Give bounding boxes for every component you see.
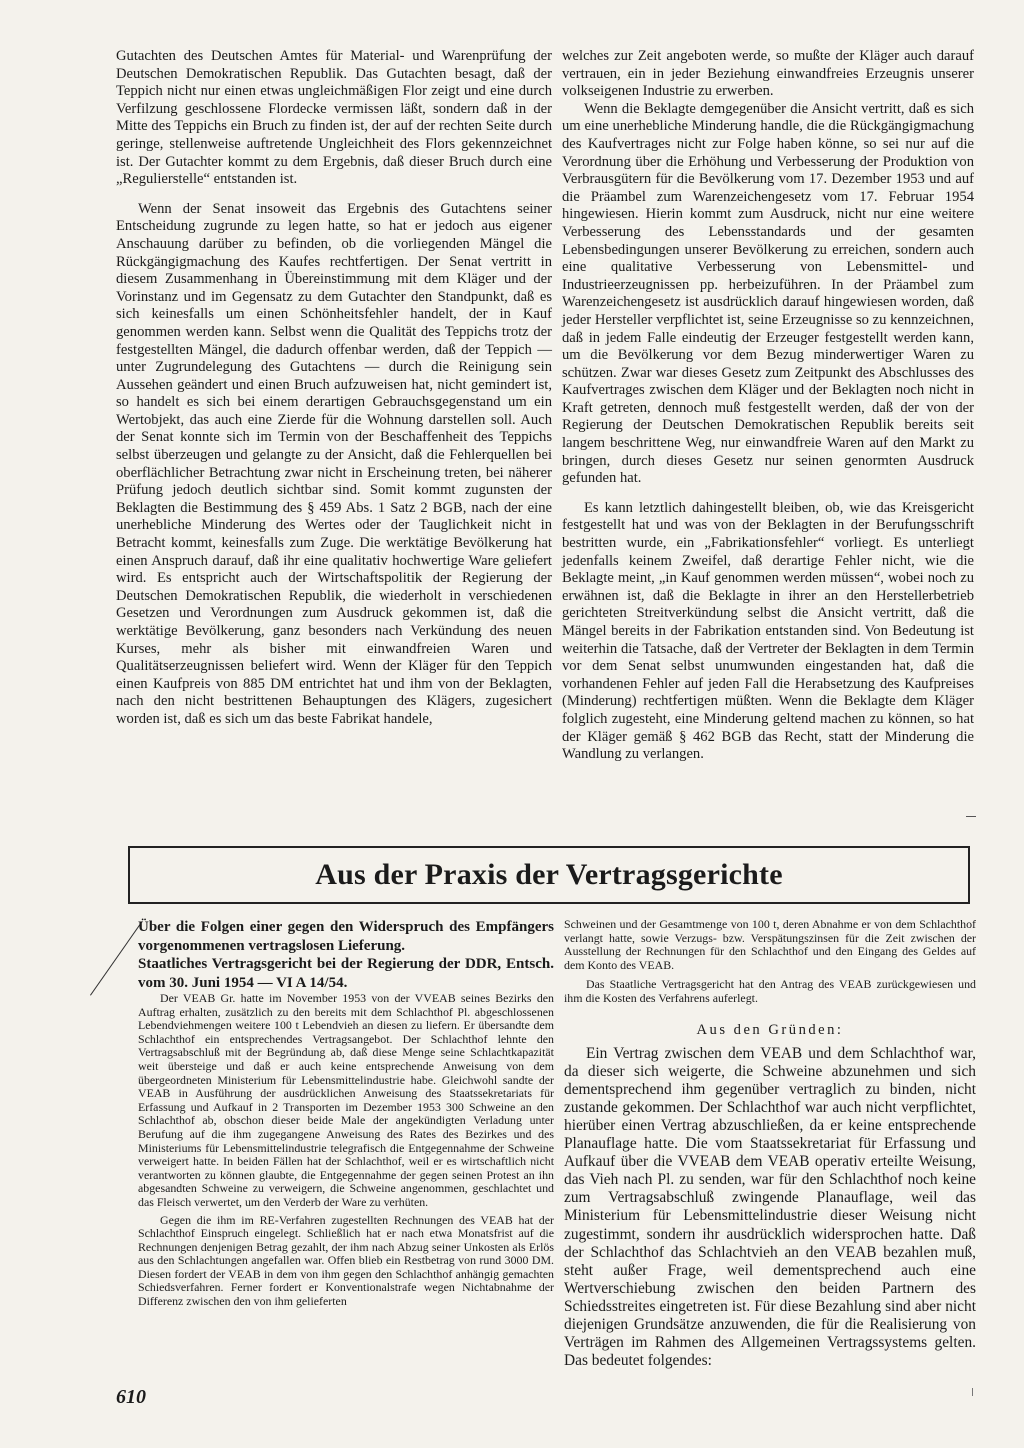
case-citation: Staatliches Vertragsgericht bei der Regierung der DDR, Entsch. vom 30. Juni 1954 — VI A 14/54. — [138, 956, 554, 991]
case-summary — [138, 992, 554, 1309]
paragraph: Das Staatliche Vertragsgericht hat den Antrag des VEAB zurückgewiesen und ihm die Kosten des Verfahrens auferlegt. — [564, 977, 976, 1005]
bottom-right-column — [564, 918, 976, 1370]
column-end-rule — [966, 816, 976, 817]
paragraph: welches zur Zeit angeboten werde, so mußte der Kläger auch darauf vertrauen, ein in jeder Beziehung einwandfreies Erzeugnis unserer volkseigenen Industrie zu erwerben. — [562, 48, 974, 100]
case-headline: Über die Folgen einer gegen den Widerspruch des Empfängers vorgenommenen vertragslosen Lieferung. — [138, 919, 554, 954]
bottom-left-column — [138, 918, 554, 1309]
section-banner — [128, 846, 970, 904]
paragraph: Schweinen und der Gesamtmenge von 100 t, deren Abnahme er von dem Schlachthof verlangt hatte, sowie Verzugs- bzw. Verspätungszinsen für die Zeit zwischen der Ausstellung der Rechnungen für den Schlachthof und den Eingang des Geldes auf dem Konto des VEAB. — [564, 917, 976, 972]
section-title: Aus der Praxis der Vertragsgerichte — [315, 858, 783, 891]
reasons-heading: Aus den Gründen: — [696, 1021, 844, 1038]
paragraph: Wenn der Senat insoweit das Ergebnis des Gutachtens seiner Entscheidung zugrunde zu legen hatte, so hat er jedoch aus eigener Anschauung darüber zu befinden, ob die vorliegenden Mängel die Rückgängigmachung des Kaufes rechtfertigen. Der Senat vertritt in diesem Zusammenhang in Übereinstimmung mit dem Kläger und der Vorinstanz und im Gegensatz zu dem Gutachter den Standpunkt, daß es sich keinesfalls um einen Schönheitsfehler handelt, der in Kauf genommen werden kann. Selbst wenn die Qualität des Teppichs trotz der festgestellten Mängel, die dadurch offenbar werden, daß der Teppich — unter Zugrundelegung des Gutachtens — durch die Reinigung sein Aussehen geändert und einen Bruch aufzuweisen hat, nicht gemindert ist, so handelt es sich bei einem derartigen Gebrauchsgegenstand um ein Wertobjekt, das auch eine Zierde für die Wohnung darstellen soll. Auch der Senat konnte sich im Termin von der Beschaffenheit des Teppichs selbst überzeugen und gelangte zu der Ansicht, daß die Fehlerquellen bei oberflächlicher Betrachtung zwar nicht in Erscheinung treten, bei näherer Prüfung jedoch deutlich sichtbar sind. Somit kommt zugunsten der Beklagten die Bestimmung des § 459 Abs. 1 Satz 2 BGB, nach der eine unerhebliche Minderung des Wertes oder der Tauglichkeit nicht in Betracht kommt, keinesfalls zum Zuge. Die werktätige Bevölkerung hat einen Anspruch darauf, daß ihr eine qualitativ hochwertige Ware geliefert wird. Es entspricht auch der Wirtschaftspolitik der Regierung der Deutschen Demokratischen Republik, die wiederholt in verschiedenen Gesetzen und Verordnungen zum Ausdruck gekommen ist, daß die werktätige Bevölkerung, ganz besonders nach Verkündung des neuen Kurses, mehr als bisher mit einwandfreien Waren und Qualitätserzeugnissen beliefert wird. Wenn der Kläger für den Teppich einen Kaufpreis von 885 DM entrichtet hat und ihm von der Beklagten, nach den nicht bestrittenen Behauptungen des Klägers, zugesichert worden ist, daß es sich um das beste Fabrikat handele, — [116, 200, 552, 727]
case-summary-continued — [564, 918, 976, 1006]
paragraph: Gegen die ihm im RE-Verfahren zugestellten Rechnungen des VEAB hat der Schlachthof Einspruch eingelegt. Schließlich hat er nach etwa Monatsfrist auf die Rechnungen denjenigen Betrag gezahlt, der ihm nach Abzug seiner Unkosten als Erlös aus den Schlachtungen angefallen war. Offen blieb ein Restbetrag von rund 3000 DM. Diesen fordert der VEAB in dem von ihm gegen den Schlachthof anhängig gemachten Schiedsverfahren. Ferner fordert er Konventionalstrafe wegen Nichtabnahme der Differenz zwischen den von ihm gelieferten — [138, 1212, 554, 1309]
paragraph: Wenn die Beklagte demgegenüber die Ansicht vertritt, daß es sich um eine unerhebliche Minderung handle, die die Rückgängigmachung des Kaufvertrages nicht zur Folge haben könne, so sei nur auf die Verordnung über die Erhöhung und Verbesserung der Produktion von Verbrausgütern für die Bevölkerung vom 17. Dezember 1953 und auf die Präambel zum Warenzeichengesetz vom 17. Februar 1954 hingewiesen. Hierin kommt zum Ausdruck, nicht nur eine weitere Verbesserung des Lebensstandards und der gesamten Lebensbedingungen unserer Bevölkerung zu erreichen, sondern auch eine qualitative Verbesserung von Lebensmittel- und Industrieerzeugnissen pp. herbeizuführen. In der Präambel zum Warenzeichengesetz ist ausdrücklich darauf hingewiesen worden, daß jeder Hersteller verpflichtet ist, seine Erzeugnisse so zu kennzeichnen, daß in jedem Falle eindeutig der Erzeuger festgestellt werden kann, um die Bevölkerung vor dem Bezug minderwertiger Waren zu schützen. Zwar war dieses Gesetz zum Zeitpunkt des Abschlusses des Kaufvertrages zwischen dem Kläger und der Beklagten noch nicht in Kraft getreten, dennoch muß festgestellt werden, daß der von der Regierung der Deutschen Demokratischen Republik bereits seit langem beschrittene Weg, nur einwandfreie Waren auf den Markt zu bringen, durch dieses Gesetz nur seinen genormten Ausdruck gefunden hat. — [562, 100, 974, 487]
paragraph: Ein Vertrag zwischen dem VEAB und dem Schlachthof war, da dieser sich weigerte, die Schweine abzunehmen und sich dementsprechend ihm gegenüber vertraglich zu binden, nicht zustande gekommen. Der Schlachthof war auch nicht verpflichtet, hierüber einen Vertrag abzuschließen, da er keine entsprechende Planauflage hatte. Die vom Staatssekretariat für Erfassung und Aufkauf über die VVEAB dem VEAB operativ erteilte Weisung, das Vieh nach Pl. zu senden, war für den Schlachthof noch keine zum Vertragsabschluß zwingende Planauflage, weil das Ministerium für Lebensmittelindustrie dieser Weisung nicht zugestimmt, sondern ihr ausdrücklich widersprochen hatte. Daß der Schlachthof das Schlachtvieh an den VEAB bezahlen muß, steht außer Frage, weil dementsprechend auch eine Wertverschiebung zwischen den beiden Partnern des Schiedsstreites eingetreten ist. Für diese Bezahlung sind aber nicht diejenigen Grundsätze anzuwenden, die für die Realisierung von Verträgen im Rahmen des Allgemeinen Vertragssystems gelten. Das bedeutet folgendes: — [564, 1044, 976, 1370]
paragraph: Es kann letztlich dahingestellt bleiben, ob, wie das Kreisgericht festgestellt hat und was von der Beklagten in der Berufungsschrift bestritten wurde, ein „Fabrikationsfehler“ vorliegt. Es unterliegt jedenfalls keinem Zweifel, daß derartige Fehler nicht, wie die Beklagte meint, „in Kauf genommen werden müssen“, wobei noch zu erwähnen ist, daß die Beklagte in ihrer an den Herstellerbetrieb gerichteten Streitverkündung selbst die Ansicht vertritt, daß die Mängel bereits in der Fabrikation entstanden sind. Von Bedeutung ist weiterhin die Tatsache, daß der Vertreter der Beklagten in dem Termin vor dem Senat selbst unumwunden eingestanden hat, daß die vorhandenen Fehler auf jeden Fall die Herabsetzung des Kaufpreises (Minderung) rechtfertigen müßten. Wenn die Beklagte dem Kläger folglich zugesteht, eine Minderung geltend machen zu können, so hat der Kläger gemäß § 462 BGB das Recht, statt der Minderung die Wandlung zu verlangen. — [562, 499, 974, 763]
paragraph: Gutachten des Deutschen Amtes für Material- und Warenprüfung der Deutschen Demokratischen Republik. Das Gutachten besagt, daß der Teppich nicht nur einen etwas ungleichmäßigen Flor zeigt und eine durch Verfilzung geschlossene Flordecke vermissen läßt, sondern daß in der Mitte des Teppichs ein Bruch zu finden ist, der auf der rechten Seite durch geringe, stellenweise auftretende Ungleichheit des Flors gekennzeichnet ist. Der Gutachter kommt zu dem Ergebnis, daß dieser Bruch durch eine „Regulierstelle“ entstanden ist. — [116, 48, 552, 188]
paragraph: Der VEAB Gr. hatte im November 1953 von der VVEAB seines Bezirks den Auftrag erhalten, zusätzlich zu den bereits mit dem Schlachthof Pl. abgeschlossenen Lebendviehmengen weitere 100 t Lebendvieh an diesen zu liefern. Er übersandte dem Schlachthof ein entsprechendes Vertragsangebot. Der Schlachthof lehnte den Vertragsabschluß mit der Begründung ab, daß diese Menge seine Schlachtkapazität weit übersteige und daß er auch keine entsprechende Anweisung von dem übergeordneten Ministerium für Lebensmittelindustrie habe. Gleichwohl sandte der VEAB in Ausführung der ausdrücklichen Anweisung des Staatssekretariats für Erfassung und Aufkauf in 2 Transporten im Dezember 1953 300 Schweine an den Schlachthof ab, obschon dieser beide Male der angekündigten Verladung unter Berufung auf die ihm zugegangene Anweisung des Rates des Bezirkes und des Ministeriums für Lebensmittelindustrie telegrafisch die Entgegennahme der Schweine verweigert hatte. In beiden Fällen hat der Schlachthof, weil er es wirtschaftlich nicht verantworten zu können glaubte, die Entgegennahme der gegen seinen Protest an ihn abgesandten Schweine zu verweigern, die Schweine angenommen, geschlachtet und das Fleisch verwertet, um den Verderb der Ware zu verhüten. — [138, 991, 554, 1209]
top-left-column — [116, 48, 552, 729]
reasons-body — [564, 1045, 976, 1371]
top-right-column — [562, 48, 974, 764]
page-number: 610 — [116, 1386, 146, 1408]
pen-stroke-mark — [90, 921, 142, 995]
margin-mark — [972, 1388, 973, 1396]
